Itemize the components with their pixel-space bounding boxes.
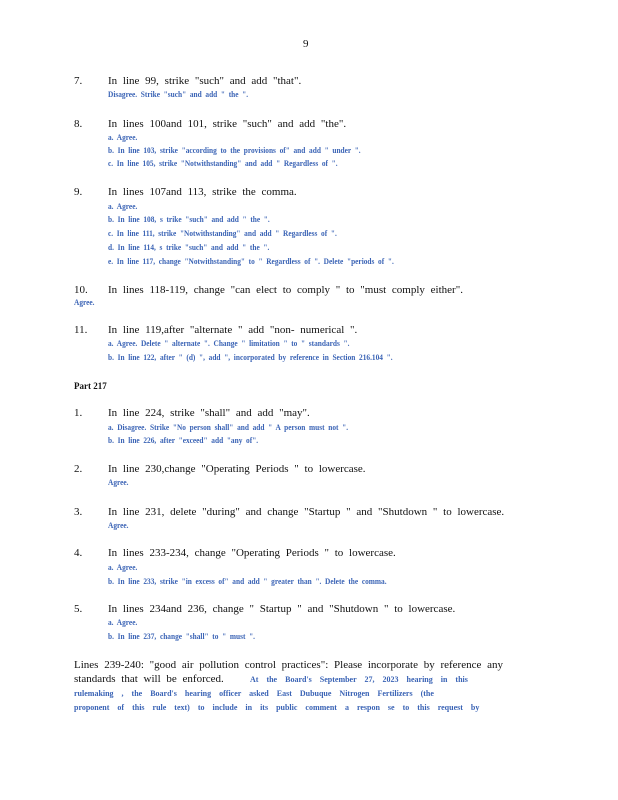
item-number: 8. — [74, 118, 83, 130]
closing-line-3: rulemaking , the Board's hearing officer asked East Dubuque Nitrogen Fertilizers (the — [74, 689, 434, 698]
part-heading: Part 217 — [74, 381, 107, 391]
item-number: 3. — [74, 506, 83, 518]
item-response: a. Disagree. Strike "No person shall" and add " A person must not ". — [108, 423, 349, 432]
item-number: 1. — [74, 407, 83, 419]
item-number: 11. — [74, 324, 88, 336]
item-number: 4. — [74, 547, 83, 559]
item-response: Agree. — [74, 298, 95, 307]
item-response: a. Agree. — [108, 618, 138, 627]
item-number: 2. — [74, 463, 83, 475]
item-response: c. In line 111, strike "Notwithstanding" and add " Regardless of ". — [108, 229, 337, 238]
item-response: b. In line 226, after "exceed" add "any of". — [108, 436, 259, 445]
closing-line-2-text: standards that will be enforced. — [74, 673, 224, 685]
item-instruction: In lines 118-119, change "can elect to comply " to "must comply either". — [108, 284, 463, 296]
item-number: 10. — [74, 284, 88, 296]
item-response: a. Agree. — [108, 202, 138, 211]
item-instruction: In line 224, strike "shall" and add "may". — [108, 407, 310, 419]
page-number: 9 — [303, 38, 309, 50]
item-instruction: In lines 233-234, change "Operating Periods " to lowercase. — [108, 547, 396, 559]
item-instruction: In line 119,after "alternate " add "non- numerical ". — [108, 324, 358, 336]
item-response: b. In line 103, strike "according to the provisions of" and add " under ". — [108, 146, 361, 155]
item-response: Agree. — [108, 478, 129, 487]
item-response: Agree. — [108, 521, 129, 530]
item-response: Disagree. Strike "such" and add " the ". — [108, 90, 249, 99]
item-response: b. In line 108, s trike "such" and add " the ". — [108, 215, 270, 224]
item-response: b. In line 233, strike "in excess of" and add " greater than ". Delete the comma. — [108, 577, 387, 586]
closing-line-2-response: At the Board's September 27, 2023 hearing in this — [250, 675, 468, 684]
item-instruction: In lines 100and 101, strike "such" and add "the". — [108, 118, 347, 130]
item-instruction: In lines 107and 113, strike the comma. — [108, 186, 297, 198]
item-response: a. Agree. — [108, 563, 138, 572]
item-response: b. In line 237, change "shall" to " must ". — [108, 632, 256, 641]
item-instruction: In lines 234and 236, change " Startup " and "Shutdown " to lowercase. — [108, 603, 456, 615]
closing-line-1: Lines 239-240: "good air pollution control practices": Please incorporate by reference any — [74, 659, 503, 671]
item-number: 5. — [74, 603, 83, 615]
item-response: c. In line 105, strike "Notwithstanding" and add " Regardless of ". — [108, 159, 338, 168]
closing-line-4: proponent of this rule text) to include in its public comment a respon se to this request by — [74, 703, 480, 712]
item-instruction: In line 231, delete "during" and change "Startup " and "Shutdown " to lowercase. — [108, 506, 505, 518]
item-response: a. Agree. Delete " alternate ". Change " limitation " to " standards ". — [108, 339, 350, 348]
item-number: 7. — [74, 75, 83, 87]
item-number: 9. — [74, 186, 83, 198]
item-response: e. In line 117, change "Notwithstanding" to " Regardless of ". Delete "periods of ". — [108, 257, 394, 266]
item-response: b. In line 122, after " (d) ", add ", incorporated by reference in Section 216.104 ". — [108, 353, 393, 362]
item-response: d. In line 114, s trike "such" and add " the ". — [108, 243, 270, 252]
item-instruction: In line 230,change "Operating Periods " to lowercase. — [108, 463, 366, 475]
item-instruction: In line 99, strike "such" and add "that". — [108, 75, 302, 87]
item-response: a. Agree. — [108, 133, 138, 142]
